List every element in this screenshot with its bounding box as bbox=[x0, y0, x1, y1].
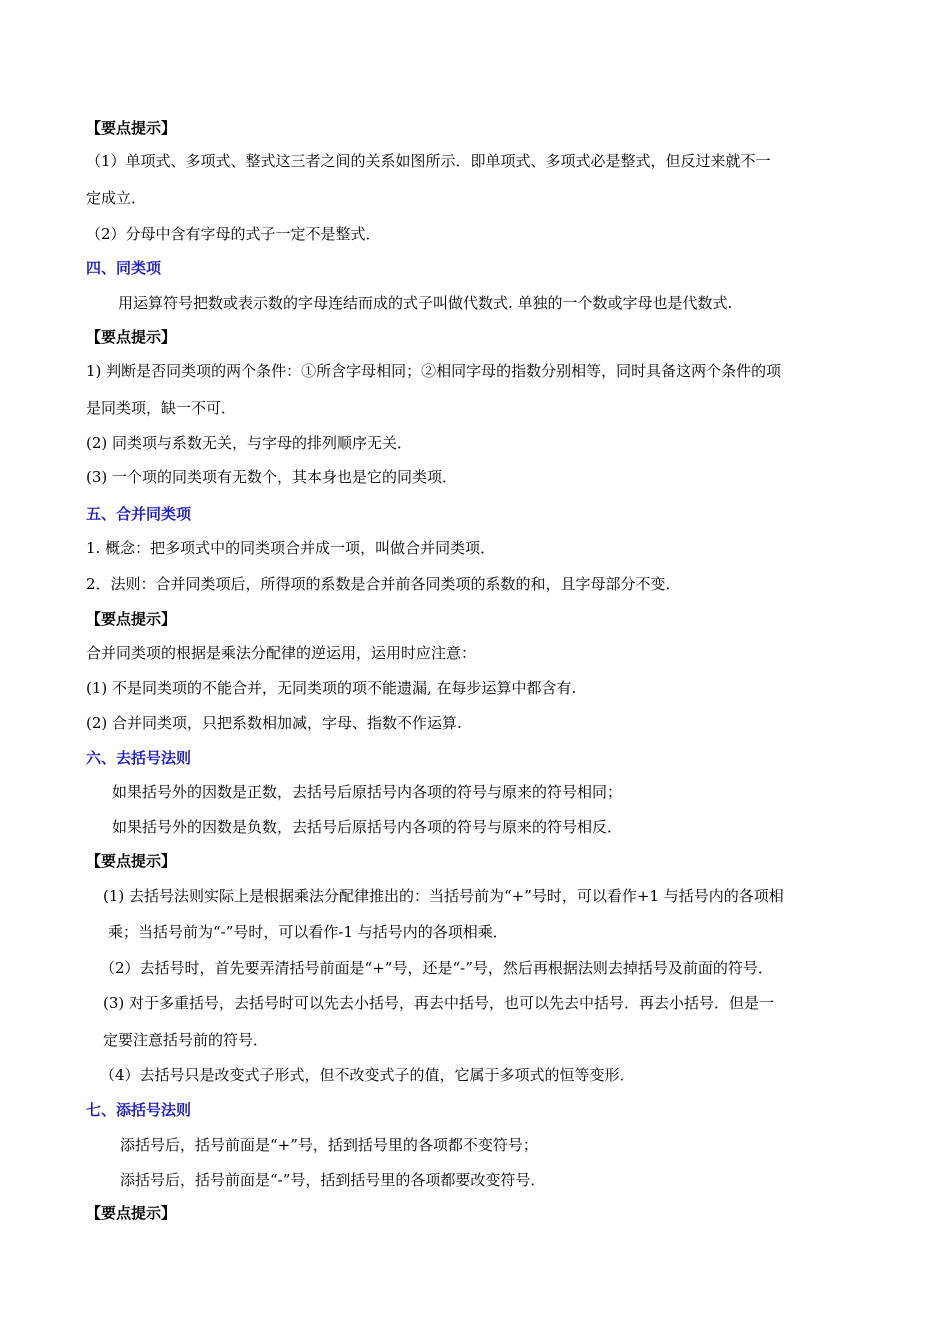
text-line: 乘；当括号前为“-”号时，可以看作-1 与括号内的各项相乘． bbox=[108, 923, 508, 941]
text-line: （2）去括号时，首先要弄清括号前面是“+”号，还是“-”号，然后再根据法则去掉括号及前面的符号． bbox=[100, 959, 773, 977]
section-heading-6: 六、去括号法则 bbox=[86, 749, 192, 767]
text-line: 添括号后，括号前面是“+”号，括到括号里的各项都不变符号； bbox=[120, 1136, 538, 1154]
text-line: 1. 概念：把多项式中的同类项合并成一项，叫做合并同类项． bbox=[86, 539, 496, 557]
text-line: 是同类项，缺一不可． bbox=[86, 399, 237, 417]
section-heading-5: 五、合并同类项 bbox=[86, 505, 192, 523]
text-line: （2）分母中含有字母的式子一定不是整式． bbox=[86, 225, 381, 243]
text-line: (1) 去括号法则实际上是根据乘法分配律推出的：当括号前为“+”号时，可以看作+1 与括号内的各项相 bbox=[103, 887, 784, 905]
text-line: (1) 不是同类项的不能合并，无同类项的项不能遗漏, 在每步运算中都含有. bbox=[86, 679, 577, 697]
text-line: （1）单项式、多项式、整式这三者之间的关系如图所示．即单项式、多项式必是整式，但反过来就不一 bbox=[86, 152, 771, 170]
text-line: 定要注意括号前的符号． bbox=[103, 1031, 269, 1049]
key-point-label: 【要点提示】 bbox=[86, 328, 177, 346]
text-line: 合并同类项的根据是乘法分配律的逆运用，运用时应注意： bbox=[86, 644, 477, 662]
section-heading-4: 四、同类项 bbox=[86, 259, 162, 277]
text-line: (2) 同类项与系数无关，与字母的排列顺序无关． bbox=[86, 434, 413, 452]
key-point-label: 【要点提示】 bbox=[86, 1204, 177, 1222]
text-line: 用运算符号把数或表示数的字母连结而成的式子叫做代数式. 单独的一个数或字母也是代数式. bbox=[118, 294, 733, 312]
key-point-label: 【要点提示】 bbox=[86, 119, 177, 137]
text-line: 如果括号外的因数是负数，去括号后原括号内各项的符号与原来的符号相反． bbox=[112, 818, 623, 836]
text-line: 添括号后，括号前面是“-”号，括到括号里的各项都要改变符号． bbox=[120, 1171, 546, 1189]
text-line: 如果括号外的因数是正数，去括号后原括号内各项的符号与原来的符号相同； bbox=[112, 783, 623, 801]
text-line: (2) 合并同类项，只把系数相加减，字母、指数不作运算. bbox=[86, 714, 462, 732]
text-line: 1) 判断是否同类项的两个条件：①所含字母相同；②相同字母的指数分别相等，同时具备这两个条件的项 bbox=[86, 362, 782, 380]
text-line: （4）去括号只是改变式子形式，但不改变式子的值，它属于多项式的恒等变形． bbox=[100, 1066, 635, 1084]
text-line: 2．法则：合并同类项后，所得项的系数是合并前各同类项的系数的和，且字母部分不变． bbox=[86, 575, 681, 593]
text-line: (3) 对于多重括号，去括号时可以先去小括号，再去中括号，也可以先去中括号．再去小括号．但是一 bbox=[103, 994, 775, 1012]
key-point-label: 【要点提示】 bbox=[86, 610, 177, 628]
text-line: (3) 一个项的同类项有无数个，其本身也是它的同类项． bbox=[86, 468, 458, 486]
text-line: 定成立． bbox=[86, 189, 147, 207]
key-point-label: 【要点提示】 bbox=[86, 852, 177, 870]
section-heading-7: 七、添括号法则 bbox=[86, 1101, 192, 1119]
